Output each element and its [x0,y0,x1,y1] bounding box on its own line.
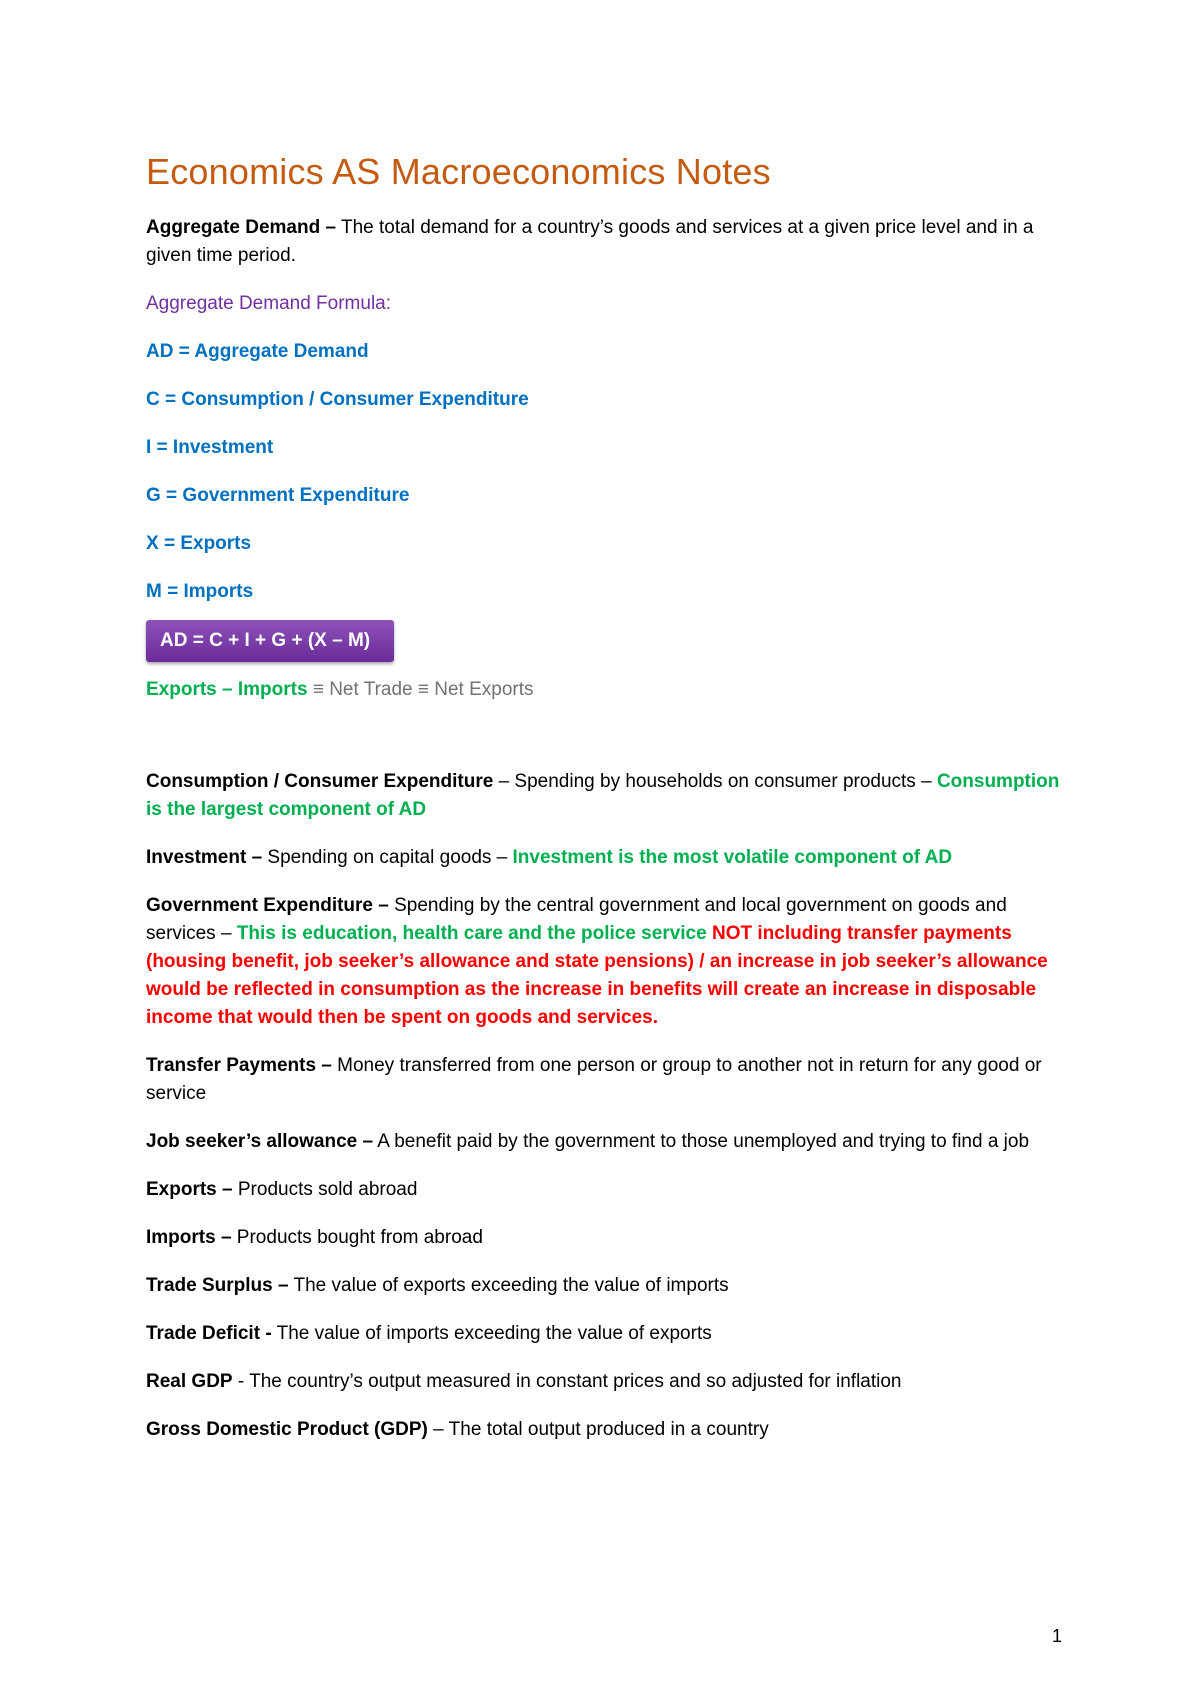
definition-text: A benefit paid by the government to those unemployed and trying to find a job [373,1131,1030,1152]
page-number: 1 [1051,1626,1062,1646]
real-gdp-definition [146,1368,1066,1396]
definition-note: Consumption is the largest component of AD [146,771,1060,820]
definition-note: Investment is the most volatile component of AD [512,847,953,868]
formula-heading: Aggregate Demand Formula: [146,293,392,314]
definition-term: Government Expenditure – [146,895,389,916]
job-seekers-allowance-definition [146,1128,1066,1156]
definition-note-green: This is education, health care and the police service [236,923,712,944]
formula-box [146,620,394,662]
definition-text: Money transferred from one person or group to another not in return for any good or service [146,1055,1042,1104]
definition-term: Investment – [146,847,263,868]
net-trade-line [146,676,1066,704]
variable-c: C = Consumption / Consumer Expenditure [146,389,529,410]
definition-term: Aggregate Demand – [146,217,337,238]
transfer-payments-definition [146,1052,1066,1108]
variable-x: X = Exports [146,533,252,554]
net-trade-lead: Exports – Imports [146,679,308,700]
definition-term: Consumption / Consumer Expenditure [146,771,494,792]
definition-text: Products bought from abroad [231,1227,483,1248]
consumption-definition [146,768,1066,824]
variable-m: M = Imports [146,581,254,602]
gdp-definition [146,1416,1066,1444]
definition-term: Gross Domestic Product (GDP) [146,1419,428,1440]
definition-term: Trade Deficit - [146,1323,272,1344]
trade-deficit-definition [146,1320,1066,1348]
imports-definition [146,1224,1066,1252]
variable-i: I = Investment [146,437,274,458]
definition-term: Imports – [146,1227,232,1248]
definition-note-red: NOT including transfer payments (housing benefit, job seeker’s allowance and state pensions) / an increase in job seeker’s allowance would be reflected in consumption as the increase in benefits will create an increase in disposable income that would then be spent on goods and services. [146,923,1048,1028]
definitions-list [146,768,1066,1444]
definition-term: Job seeker’s allowance – [146,1131,374,1152]
definition-term: Exports – [146,1179,233,1200]
exports-definition [146,1176,1066,1204]
trade-surplus-definition [146,1272,1066,1300]
definition-text: The value of exports exceeding the value of imports [288,1275,729,1296]
definition-term: Trade Surplus – [146,1275,289,1296]
investment-definition [146,844,1066,872]
net-trade-rest: ≡ Net Trade ≡ Net Exports [307,679,534,700]
definition-text: The value of imports exceeding the value of exports [271,1323,712,1344]
aggregate-demand-definition [146,214,1066,270]
formula-text: AD = C + I + G + (X – M) [160,630,371,651]
definition-term: Transfer Payments – [146,1055,332,1076]
definition-text: Products sold abroad [232,1179,418,1200]
definition-text: – The total output produced in a country [427,1419,769,1440]
variable-g: G = Government Expenditure [146,485,410,506]
definition-text: Spending by the central government and local government on goods and services – [146,895,1007,944]
page-content [146,150,1066,1464]
definition-text: The total demand for a country’s goods and services at a given price level and in a given time period. [146,217,1034,266]
definition-term: Real GDP [146,1371,233,1392]
variable-ad: AD = Aggregate Demand [146,341,369,362]
definition-text: Spending on capital goods – [262,847,513,868]
definition-text: - The country’s output measured in constant prices and so adjusted for inflation [232,1371,902,1392]
definition-text: – Spending by households on consumer products – [493,771,937,792]
page-title: Economics AS Macroeconomics Notes [146,151,771,192]
government-expenditure-definition [146,892,1066,1032]
